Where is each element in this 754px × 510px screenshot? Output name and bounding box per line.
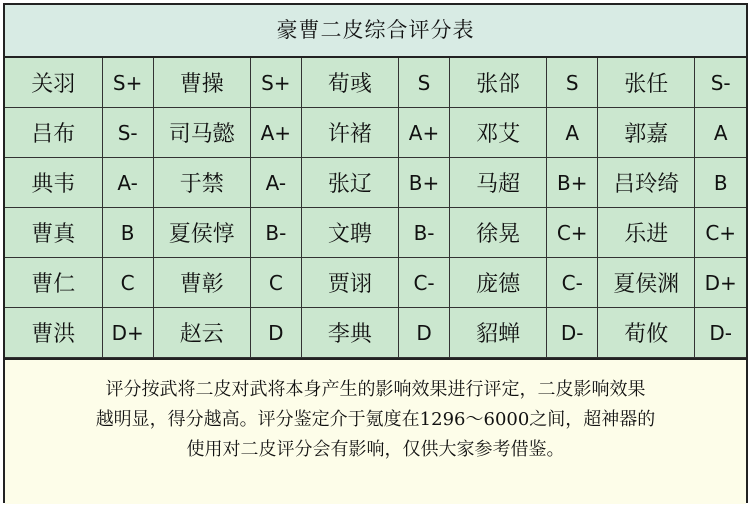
general-name: 张郃 <box>450 58 547 108</box>
general-name: 乐进 <box>598 208 695 258</box>
general-name: 关羽 <box>5 58 102 108</box>
general-name: 赵云 <box>153 308 250 358</box>
general-name: 张任 <box>598 58 695 108</box>
general-name: 曹仁 <box>5 258 102 308</box>
general-name: 马超 <box>450 158 547 208</box>
general-name: 曹彰 <box>153 258 250 308</box>
general-name: 庞德 <box>450 258 547 308</box>
general-grade: C- <box>399 258 450 308</box>
note-line-1: 评分按武将二皮对武将本身产生的影响效果进行评定，二皮影响效果 <box>105 379 646 400</box>
table-row <box>5 108 746 158</box>
rating-sheet <box>3 3 748 503</box>
general-name: 典韦 <box>5 158 102 208</box>
rating-table <box>5 58 746 358</box>
general-name: 司马懿 <box>153 108 250 158</box>
general-grade: C <box>102 258 153 308</box>
table-row <box>5 258 746 308</box>
rating-note <box>5 358 746 504</box>
table-row <box>5 158 746 208</box>
general-grade: C+ <box>547 208 598 258</box>
general-grade: B <box>695 158 746 208</box>
table-row <box>5 308 746 358</box>
general-name: 吕布 <box>5 108 102 158</box>
general-grade: D- <box>547 308 598 358</box>
general-grade: A- <box>250 158 301 208</box>
general-name: 文聘 <box>301 208 398 258</box>
general-name: 夏侯惇 <box>153 208 250 258</box>
general-grade: A- <box>102 158 153 208</box>
general-name: 荀攸 <box>598 308 695 358</box>
general-grade: S <box>547 58 598 108</box>
general-grade: B <box>102 208 153 258</box>
general-name: 荀彧 <box>301 58 398 108</box>
general-grade: S+ <box>250 58 301 108</box>
general-name: 吕玲绮 <box>598 158 695 208</box>
general-name: 曹真 <box>5 208 102 258</box>
general-name: 许褚 <box>301 108 398 158</box>
general-grade: S+ <box>102 58 153 108</box>
general-grade: A+ <box>250 108 301 158</box>
table-row <box>5 58 746 108</box>
general-name: 曹洪 <box>5 308 102 358</box>
general-grade: A+ <box>399 108 450 158</box>
general-name: 贾诩 <box>301 258 398 308</box>
general-grade: A <box>547 108 598 158</box>
general-grade: S- <box>695 58 746 108</box>
note-line-3: 使用对二皮评分会有影响，仅供大家参考借鉴。 <box>186 439 565 460</box>
general-grade: D <box>250 308 301 358</box>
general-name: 徐晃 <box>450 208 547 258</box>
general-grade: S- <box>102 108 153 158</box>
general-grade: B+ <box>399 158 450 208</box>
general-grade: C+ <box>695 208 746 258</box>
general-grade: B- <box>399 208 450 258</box>
general-grade: B- <box>250 208 301 258</box>
general-grade: D+ <box>695 258 746 308</box>
general-name: 夏侯渊 <box>598 258 695 308</box>
general-grade: D- <box>695 308 746 358</box>
general-grade: B+ <box>547 158 598 208</box>
note-line-2: 越明显，得分越高。评分鉴定介于氪度在1296～6000之间，超神器的 <box>95 409 656 430</box>
general-name: 张辽 <box>301 158 398 208</box>
general-name: 邓艾 <box>450 108 547 158</box>
general-name: 于禁 <box>153 158 250 208</box>
table-row <box>5 208 746 258</box>
sheet-title: 豪曹二皮综合评分表 <box>5 5 746 58</box>
general-grade: A <box>695 108 746 158</box>
general-name: 曹操 <box>153 58 250 108</box>
general-name: 貂蝉 <box>450 308 547 358</box>
general-grade: S <box>399 58 450 108</box>
general-grade: D+ <box>102 308 153 358</box>
general-grade: C- <box>547 258 598 308</box>
general-name: 郭嘉 <box>598 108 695 158</box>
general-name: 李典 <box>301 308 398 358</box>
general-grade: D <box>399 308 450 358</box>
general-grade: C <box>250 258 301 308</box>
